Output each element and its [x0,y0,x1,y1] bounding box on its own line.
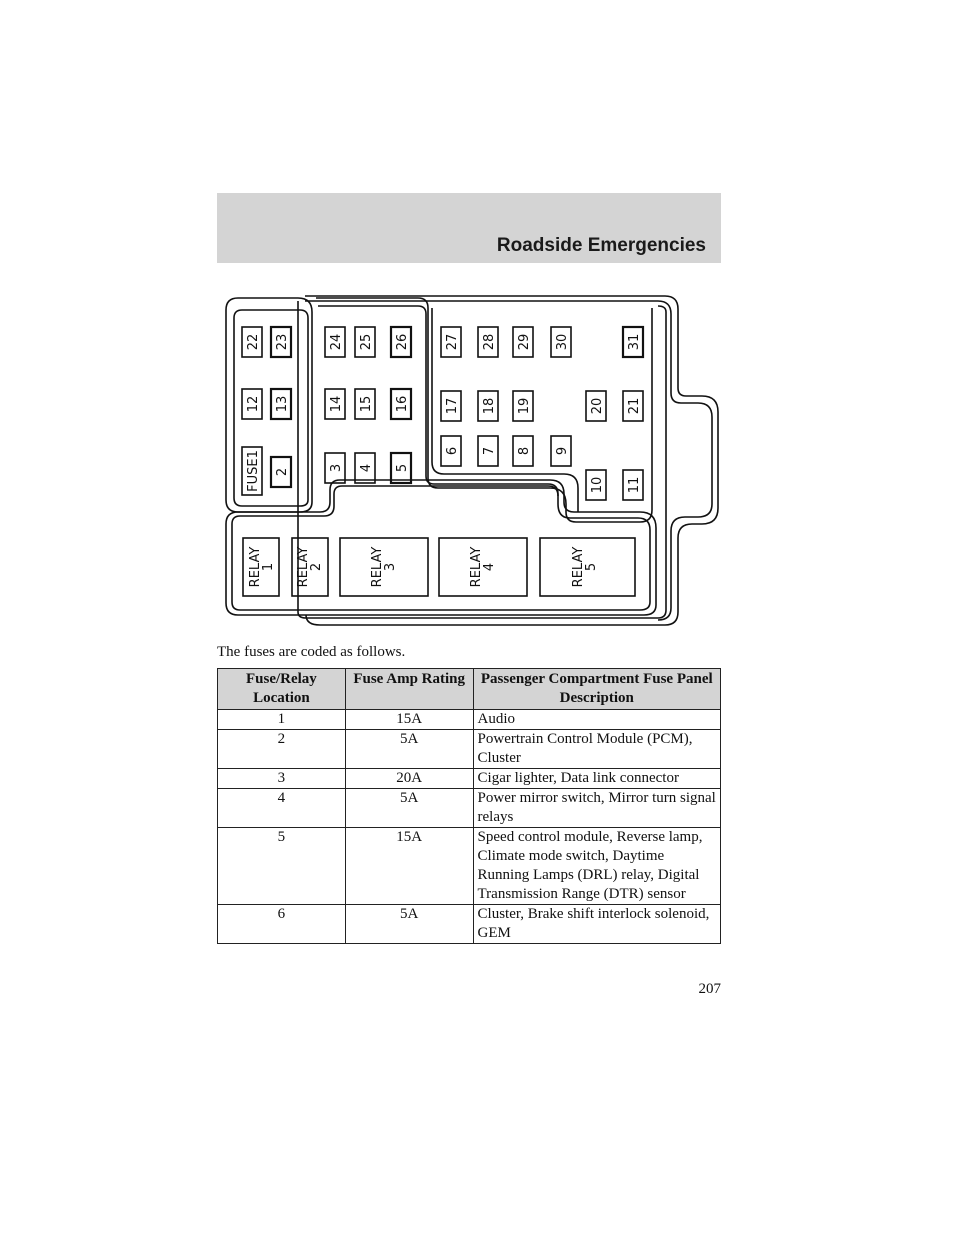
fuse-10-label: 10 [590,476,605,494]
fuse-15-label: 15 [359,395,374,413]
fuse-5-label: 5 [395,463,410,473]
fuse-28-label: 28 [482,333,497,351]
cell-location: 4 [218,789,346,828]
fuse-24-label: 24 [329,333,344,351]
cell-rating: 15A [345,828,473,905]
table-row [218,828,721,905]
header-location: Fuse/Relay Location [218,669,346,710]
fuse-23-label: 23 [275,333,290,351]
relay-3-number: 3 [383,562,398,572]
intro-text: The fuses are coded as follows. [217,644,406,660]
fuse-6-label: 6 [445,446,460,456]
fuse-21-label: 21 [627,397,642,415]
fuse-8-label: 8 [517,446,532,456]
fuse-26-label: 26 [395,333,410,351]
fuse-table [217,668,721,944]
table-row [218,905,721,944]
fuse-4-label: 4 [359,463,374,473]
relay-4-number: 4 [482,562,497,572]
cell-location: 2 [218,730,346,769]
relay-5-number: 5 [584,562,599,572]
fuse-19-label: 19 [517,397,532,415]
cell-location: 1 [218,710,346,730]
header-rating: Fuse Amp Rating [345,669,473,710]
relay-3-word: RELAY [370,546,385,588]
relay-section-inner [232,486,650,610]
cell-rating: 5A [345,789,473,828]
section-title: Roadside Emergencies [496,235,706,256]
fuse-1-label: FUSE1 [246,450,261,492]
fuse-12-label: 12 [246,395,261,413]
fuse-22-label: 22 [246,333,261,351]
cell-rating: 5A [345,905,473,944]
cell-location: 5 [218,828,346,905]
fuse-2-label: 2 [275,467,290,477]
cell-rating: 20A [345,769,473,789]
cell-description: Cigar lighter, Data link connector [473,769,720,789]
fuse-25-label: 25 [359,333,374,351]
block-left [226,298,312,512]
cell-location: 3 [218,769,346,789]
table-row [218,730,721,769]
cell-description: Power mirror switch, Mirror turn signal relays [473,789,720,828]
fuse-31-label: 31 [627,333,642,351]
fuse-20-label: 20 [590,397,605,415]
page-number: 207 [698,981,721,997]
fuse-11-label: 11 [627,476,642,494]
table-row [218,789,721,828]
relay-1-word: RELAY [248,546,263,588]
fuse-panel-diagram [220,290,724,630]
fuse-16-label: 16 [395,395,410,413]
relay-2-word: RELAY [296,546,311,588]
section-header-bar [217,193,721,263]
header-description: Passenger Compartment Fuse Panel Description [473,669,720,710]
cell-description: Cluster, Brake shift interlock solenoid, GEM [473,905,720,944]
relay-4-word: RELAY [469,546,484,588]
cell-description: Powertrain Control Module (PCM), Cluster [473,730,720,769]
fuse-14-label: 14 [329,395,344,413]
relay-1-number: 1 [261,562,276,572]
table-row [218,769,721,789]
cell-rating: 15A [345,710,473,730]
cell-description: Speed control module, Reverse lamp, Climate mode switch, Daytime Running Lamps (DRL) relay, Digital Transmission Range (DTR) sensor [473,828,720,905]
fuse-13-label: 13 [275,395,290,413]
fuse-30-label: 30 [555,333,570,351]
fuse-7-label: 7 [482,446,497,456]
cell-rating: 5A [345,730,473,769]
table-row [218,710,721,730]
fuse-18-label: 18 [482,397,497,415]
fuse-29-label: 29 [517,333,532,351]
relay-5-word: RELAY [571,546,586,588]
fuse-27-label: 27 [445,333,460,351]
relay-2-number: 2 [309,562,324,572]
fuse-17-label: 17 [445,397,460,415]
fuse-9-label: 9 [555,446,570,456]
cell-description: Audio [473,710,720,730]
table-header-row [218,669,721,710]
fuse-3-label: 3 [329,463,344,473]
cell-location: 6 [218,905,346,944]
